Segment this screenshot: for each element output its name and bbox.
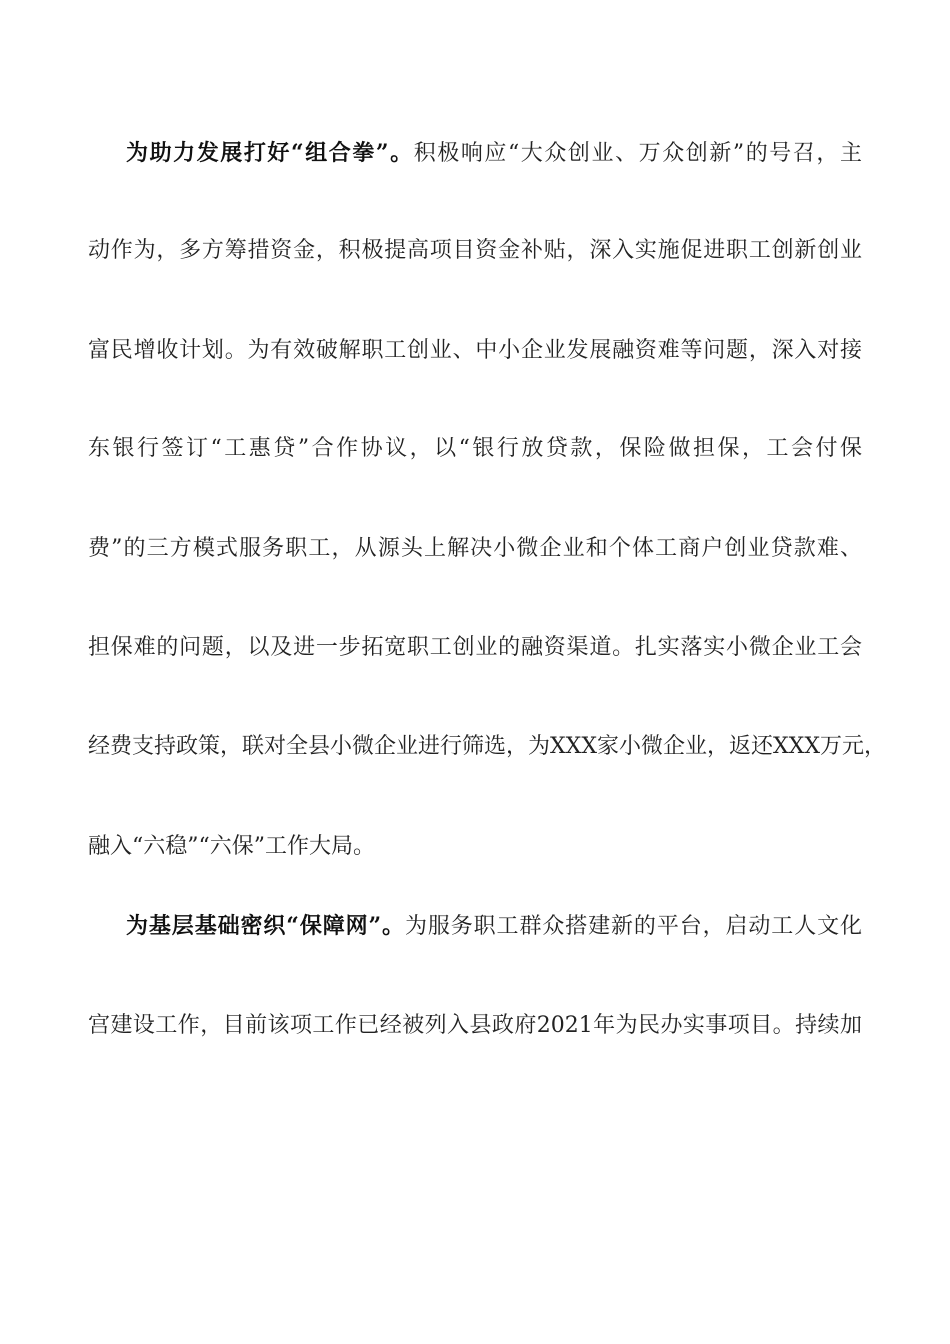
paragraph-text: 积极响应“大众创业、万众创新”的号召，主	[413, 141, 862, 166]
paragraph-line: 富民增收计划。为有效破解职工创业、中小企业发展融资难等问题，深入对接	[88, 338, 862, 363]
paragraph-line: 东银行签订“工惠贷”合作协议，以“银行放贷款，保险做担保，工会付保	[88, 436, 862, 461]
paragraph-line: 宫建设工作，目前该项工作已经被列入县政府2021年为民办实事项目。持续加	[88, 1013, 862, 1038]
paragraph-line: 经费支持政策，联对全县小微企业进行筛选，为XXX家小微企业，返还XXX万元，	[88, 734, 886, 759]
paragraph-line	[126, 139, 862, 168]
paragraph-heading: 为助力发展打好“组合拳”。	[126, 140, 414, 166]
paragraph-line: 融入“六稳”“六保”工作大局。	[88, 834, 375, 859]
paragraph-line	[126, 912, 862, 941]
paragraph-text: 为服务职工群众搭建新的平台，启动工人文化	[404, 914, 862, 939]
paragraph-line: 动作为，多方筹措资金，积极提高项目资金补贴，深入实施促进职工创新创业	[88, 238, 862, 263]
paragraph-heading: 为基层基础密织“保障网”。	[126, 913, 405, 939]
paragraph-line: 费”的三方模式服务职工，从源头上解决小微企业和个体工商户创业贷款难、	[88, 536, 862, 561]
paragraph-line: 担保难的问题，以及进一步拓宽职工创业的融资渠道。扎实落实小微企业工会	[88, 635, 862, 660]
